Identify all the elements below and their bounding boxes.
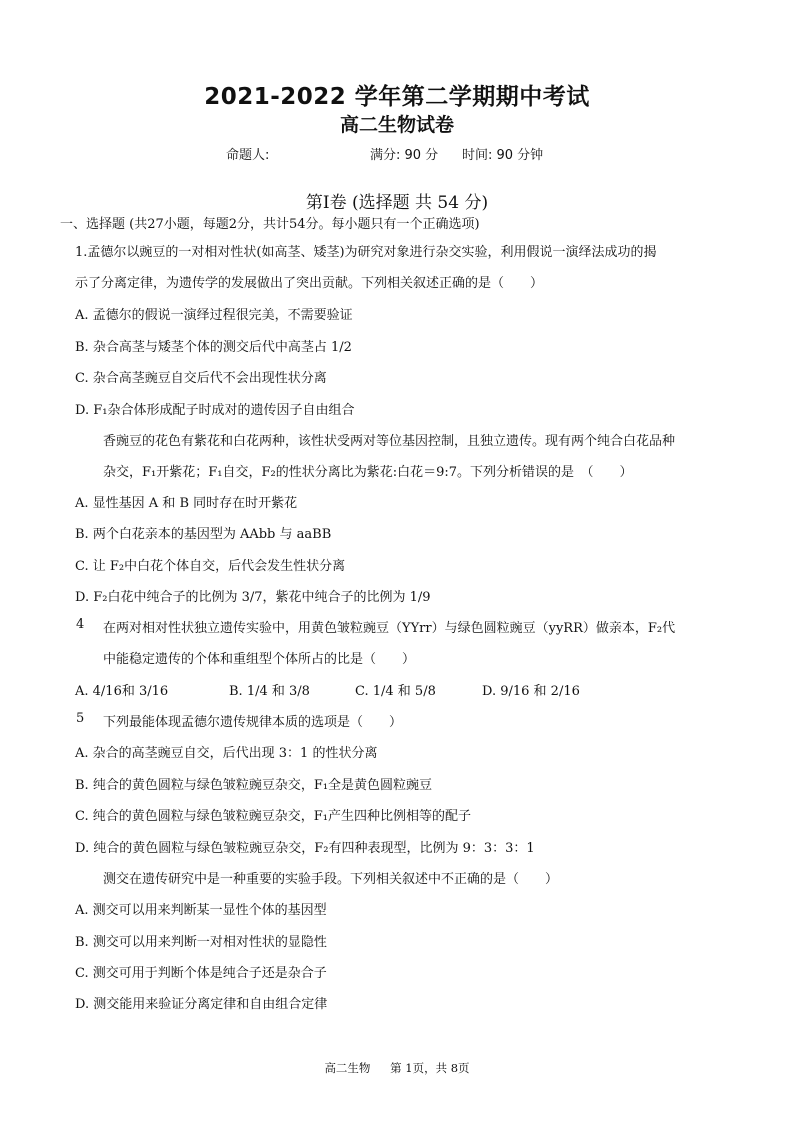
- question-1-option-a: A. 孟德尔的假说一演绎过程很完美，不需要验证: [75, 308, 353, 323]
- question-4-option-b: B. 1/4 和 3/8: [229, 684, 310, 699]
- question-6-option-c: C. 测交可用于判断个体是纯合子还是杂合子: [75, 966, 327, 981]
- question-4-option-d: D. 9/16 和 2/16: [482, 684, 580, 699]
- question-5-option-a: A. 杂合的高茎豌豆自交，后代出现 3：1 的性状分离: [75, 746, 378, 761]
- question-1-stem-line-2: 示了分离定律，为遗传学的发展做出了突出贡献。下列相关叙述正确的是（ ）: [75, 276, 544, 291]
- question-2-option-c: C. 让 F₂中白花个体自交，后代会发生性状分离: [75, 559, 346, 574]
- question-1-option-d: D. F₁杂合体形成配子时成对的遗传因子自由组合: [75, 403, 355, 418]
- exam-subtitle: 高二生物试卷: [339, 114, 454, 136]
- question-2-stem-line-1: 香豌豆的花色有紫花和白花两种，该性状受两对等位基因控制，且独立遗传。现有两个纯合白花品种: [103, 434, 676, 449]
- question-6-option-a: A. 测交可以用来判断某一显性个体的基因型: [75, 903, 327, 918]
- question-1-option-b: B. 杂合高茎与矮茎个体的测交后代中高茎占 1/2: [75, 340, 352, 355]
- question-4-stem-line-2: 中能稳定遗传的个体和重组型个体所占的比是（ ）: [103, 652, 416, 667]
- time-info: 时间: 90 分钟: [462, 148, 544, 163]
- footer-subject: 高二生物: [324, 1061, 371, 1075]
- page-footer: [0, 1060, 794, 1076]
- question-6-stem-line-1: 测交在遗传研究中是一种重要的实验手段。下列相关叙述中不正确的是（ ）: [103, 872, 559, 887]
- question-1-stem-line-1: 1.孟德尔以豌豆的一对相对性状(如高茎、矮茎)为研究对象进行杂交实验，利用假说一演绎法成功的揭: [75, 245, 657, 260]
- question-2-option-b: B. 两个白花亲本的基因型为 AAbb 与 aaBB: [75, 527, 332, 542]
- exam-title: 2021-2022 学年第二学期期中考试: [204, 84, 590, 110]
- section-instructions: 一、选择题 (共27小题，每题2分，共计54分。每小题只有一个正确选项): [60, 217, 480, 232]
- question-6-option-d: D. 测交能用来验证分离定律和自由组合定律: [75, 997, 328, 1012]
- question-6-option-b: B. 测交可以用来判断一对相对性状的显隐性: [75, 935, 327, 950]
- question-5-stem-line-1: 下列最能体现孟德尔遗传规律本质的选项是（ ）: [103, 715, 403, 730]
- section-title: 第Ⅰ卷 (选择题 共 54 分): [305, 193, 489, 213]
- question-2-option-d: D. F₂白花中纯合子的比例为 3/7，紫花中纯合子的比例为 1/9: [75, 590, 431, 605]
- question-4-option-c: C. 1/4 和 5/8: [355, 684, 436, 699]
- author-label: 命题人:: [226, 148, 270, 163]
- question-4-stem-line-1: 在两对相对性状独立遗传实验中，用黄色皱粒豌豆（YYrr）与绿色圆粒豌豆（yyRR）做亲本，F₂代: [103, 621, 676, 636]
- question-4-option-a: A. 4/16和 3/16: [75, 684, 169, 699]
- question-5-option-c: C. 纯合的黄色圆粒与绿色皱粒豌豆杂交，F₁产生四种比例相等的配子: [75, 809, 471, 824]
- question-5-number: 5: [76, 711, 85, 726]
- question-2-option-a: A. 显性基因 A 和 B 同时存在时开紫花: [75, 496, 298, 511]
- footer-page-number: 第 1页，共 8页: [390, 1061, 470, 1075]
- question-1-option-c: C. 杂合高茎豌豆自交后代不会出现性状分离: [75, 371, 327, 386]
- score-info: 满分: 90 分: [370, 148, 439, 163]
- question-2-stem-line-2: 杂交，F₁开紫花；F₁自交，F₂的性状分离比为紫花:白花＝9:7。下列分析错误的是 （ ）: [103, 465, 633, 480]
- question-5-option-b: B. 纯合的黄色圆粒与绿色皱粒豌豆杂交，F₁全是黄色圆粒豌豆: [75, 778, 433, 793]
- question-4-number: 4: [76, 617, 85, 632]
- question-5-option-d: D. 纯合的黄色圆粒与绿色皱粒豌豆杂交，F₂有四种表现型，比例为 9：3：3：1: [75, 841, 535, 856]
